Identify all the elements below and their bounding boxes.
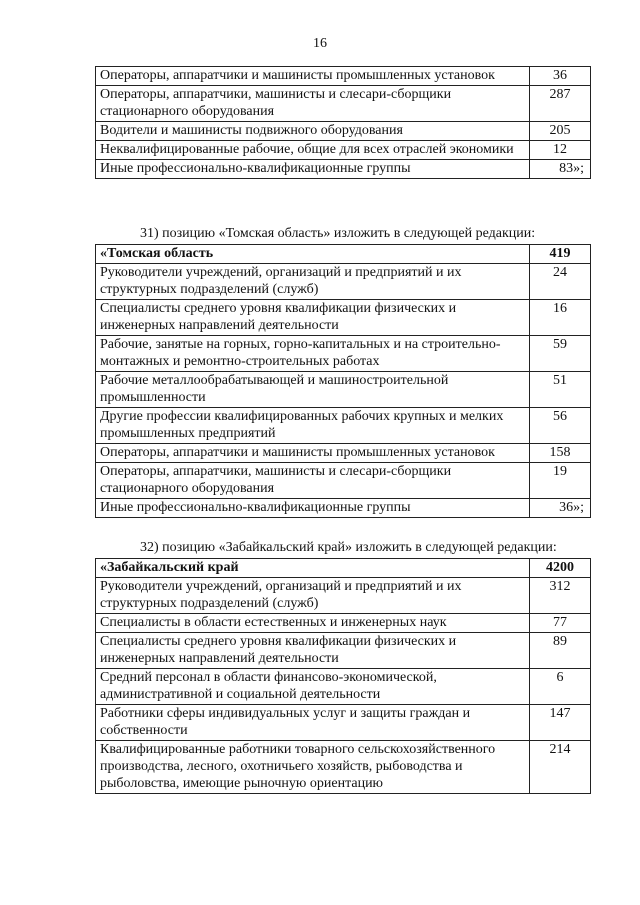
table-row bbox=[96, 669, 591, 705]
row-value: 24 bbox=[530, 264, 591, 300]
row-value: 287 bbox=[530, 86, 591, 122]
row-name: Средний персонал в области финансово-экономической, административной и социальной деятельности bbox=[96, 669, 530, 705]
row-value: 77 bbox=[530, 614, 591, 633]
row-name: Иные профессионально-квалификационные группы bbox=[96, 499, 530, 518]
table-row bbox=[96, 67, 591, 86]
row-name: Операторы, аппаратчики и машинисты промышленных установок bbox=[96, 67, 530, 86]
table-continuation bbox=[95, 66, 591, 179]
table-row bbox=[96, 463, 591, 499]
page-number: 16 bbox=[313, 36, 327, 51]
table-row bbox=[96, 578, 591, 614]
row-value: 16 bbox=[530, 300, 591, 336]
section-31-intro: 31) позицию «Томская область» изложить в следующей редакции: bbox=[140, 226, 536, 241]
row-value: 19 bbox=[530, 463, 591, 499]
row-name: Квалифицированные работники товарного сельскохозяйственного производства, лесного, охотничьего хозяйств, рыбоводства и рыболовства, имеющие рыночную ориентацию bbox=[96, 741, 530, 794]
row-name: Руководители учреждений, организаций и предприятий и их структурных подразделений (служб) bbox=[96, 264, 530, 300]
table-row bbox=[96, 633, 591, 669]
row-value: 36»; bbox=[530, 499, 591, 518]
table-row bbox=[96, 614, 591, 633]
row-name: Руководители учреждений, организаций и предприятий и их структурных подразделений (служб) bbox=[96, 578, 530, 614]
row-value: 147 bbox=[530, 705, 591, 741]
row-value: 205 bbox=[530, 122, 591, 141]
table-row bbox=[96, 300, 591, 336]
row-name: Операторы, аппаратчики, машинисты и слесари-сборщики стационарного оборудования bbox=[96, 463, 530, 499]
table-header-row bbox=[96, 559, 591, 578]
row-name: Специалисты среднего уровня квалификации физических и инженерных направлений деятельности bbox=[96, 633, 530, 669]
row-value: 158 bbox=[530, 444, 591, 463]
row-value: 214 bbox=[530, 741, 591, 794]
table-row bbox=[96, 741, 591, 794]
table-row bbox=[96, 372, 591, 408]
row-value: 89 bbox=[530, 633, 591, 669]
row-value: 12 bbox=[530, 141, 591, 160]
table-tomsk bbox=[95, 244, 591, 518]
row-value: 36 bbox=[530, 67, 591, 86]
row-value: 83»; bbox=[530, 160, 591, 179]
row-name: Работники сферы индивидуальных услуг и защиты граждан и собственности bbox=[96, 705, 530, 741]
row-value: 312 bbox=[530, 578, 591, 614]
table-row bbox=[96, 444, 591, 463]
table-row bbox=[96, 336, 591, 372]
row-name: Неквалифицированные рабочие, общие для всех отраслей экономики bbox=[96, 141, 530, 160]
row-name: Специалисты в области естественных и инженерных наук bbox=[96, 614, 530, 633]
row-name: Рабочие, занятые на горных, горно-капитальных и на строительно-монтажных и ремонтно-строительных работах bbox=[96, 336, 530, 372]
table-row bbox=[96, 499, 591, 518]
table-header-row bbox=[96, 245, 591, 264]
row-value: 56 bbox=[530, 408, 591, 444]
row-name: Рабочие металлообрабатывающей и машиностроительной промышленности bbox=[96, 372, 530, 408]
table-row bbox=[96, 408, 591, 444]
region-name: «Забайкальский край bbox=[96, 559, 530, 578]
row-name: Иные профессионально-квалификационные группы bbox=[96, 160, 530, 179]
row-name: Операторы, аппаратчики, машинисты и слесари-сборщики стационарного оборудования bbox=[96, 86, 530, 122]
region-name: «Томская область bbox=[96, 245, 530, 264]
region-total: 419 bbox=[530, 245, 591, 264]
row-value: 6 bbox=[530, 669, 591, 705]
table-row bbox=[96, 141, 591, 160]
table-row bbox=[96, 86, 591, 122]
row-name: Водители и машинисты подвижного оборудования bbox=[96, 122, 530, 141]
table-row bbox=[96, 705, 591, 741]
section-32-intro: 32) позицию «Забайкальский край» изложить в следующей редакции: bbox=[140, 540, 557, 555]
row-name: Другие профессии квалифицированных рабочих крупных и мелких промышленных предприятий bbox=[96, 408, 530, 444]
row-value: 59 bbox=[530, 336, 591, 372]
table-row bbox=[96, 264, 591, 300]
row-name: Операторы, аппаратчики и машинисты промышленных установок bbox=[96, 444, 530, 463]
region-total: 4200 bbox=[530, 559, 591, 578]
row-value: 51 bbox=[530, 372, 591, 408]
table-row bbox=[96, 160, 591, 179]
row-name: Специалисты среднего уровня квалификации физических и инженерных направлений деятельности bbox=[96, 300, 530, 336]
table-row bbox=[96, 122, 591, 141]
table-zabaikalsky bbox=[95, 558, 591, 794]
